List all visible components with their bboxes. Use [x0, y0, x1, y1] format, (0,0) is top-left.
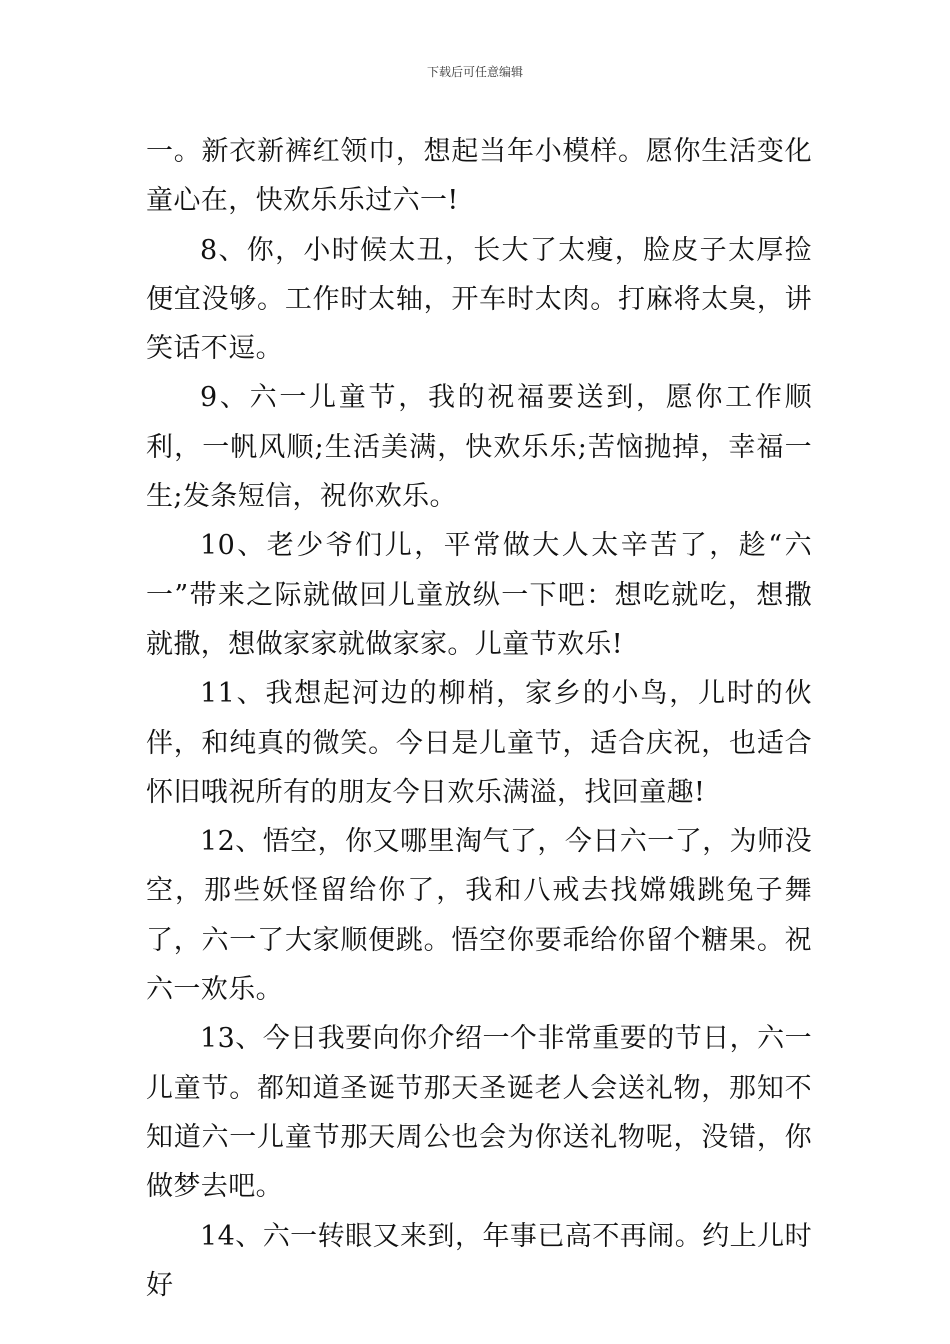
paragraph-12: 12、悟空，你又哪里淘气了，今日六一了，为师没空，那些妖怪留给你了，我和八戒去找嫦娥跳兔子舞了，六一了大家顺便跳。悟空你要乖给你留个糖果。祝六一欢乐。 — [146, 826, 812, 1006]
paragraph-11: 11、我想起河边的柳梢，家乡的小鸟，儿时的伙伴，和纯真的微笑。今日是儿童节，适合庆祝，也适合怀旧哦祝所有的朋友今日欢乐满溢，找回童趣! — [146, 678, 812, 808]
paragraph-13: 13、今日我要向你介绍一个非常重要的节日，六一儿童节。都知道圣诞节那天圣诞老人会送礼物，那知不知道六一儿童节那天周公也会为你送礼物呢，没错，你做梦去吧。 — [146, 1023, 812, 1203]
paragraph-continuation: 一。新衣新裤红领巾，想起当年小模样。愿你生活变化童心在，快欢乐乐过六一! — [146, 136, 812, 217]
document-body — [146, 127, 812, 1310]
paragraph-8: 8、你，小时候太丑，长大了太瘦，脸皮子太厚捡便宜没够。工作时太轴，开车时太肉。打麻将太臭，讲笑话不逗。 — [146, 234, 812, 365]
page-header-note: 下载后可任意编辑 — [426, 65, 523, 79]
paragraph-14: 14、六一转眼又来到，年事已高不再闹。约上儿时好 — [146, 1220, 812, 1301]
paragraph-9: 9、六一儿童节，我的祝福要送到，愿你工作顺利，一帆风顺;生活美满，快欢乐乐;苦恼抛掉，幸福一生;发条短信，祝你欢乐。 — [146, 382, 812, 513]
paragraph-10: 10、老少爷们儿，平常做大人太辛苦了，趁“六一”带来之际就做回儿童放纵一下吧：想吃就吃，想撒就撒，想做家家就做家家。儿童节欢乐! — [146, 530, 812, 660]
